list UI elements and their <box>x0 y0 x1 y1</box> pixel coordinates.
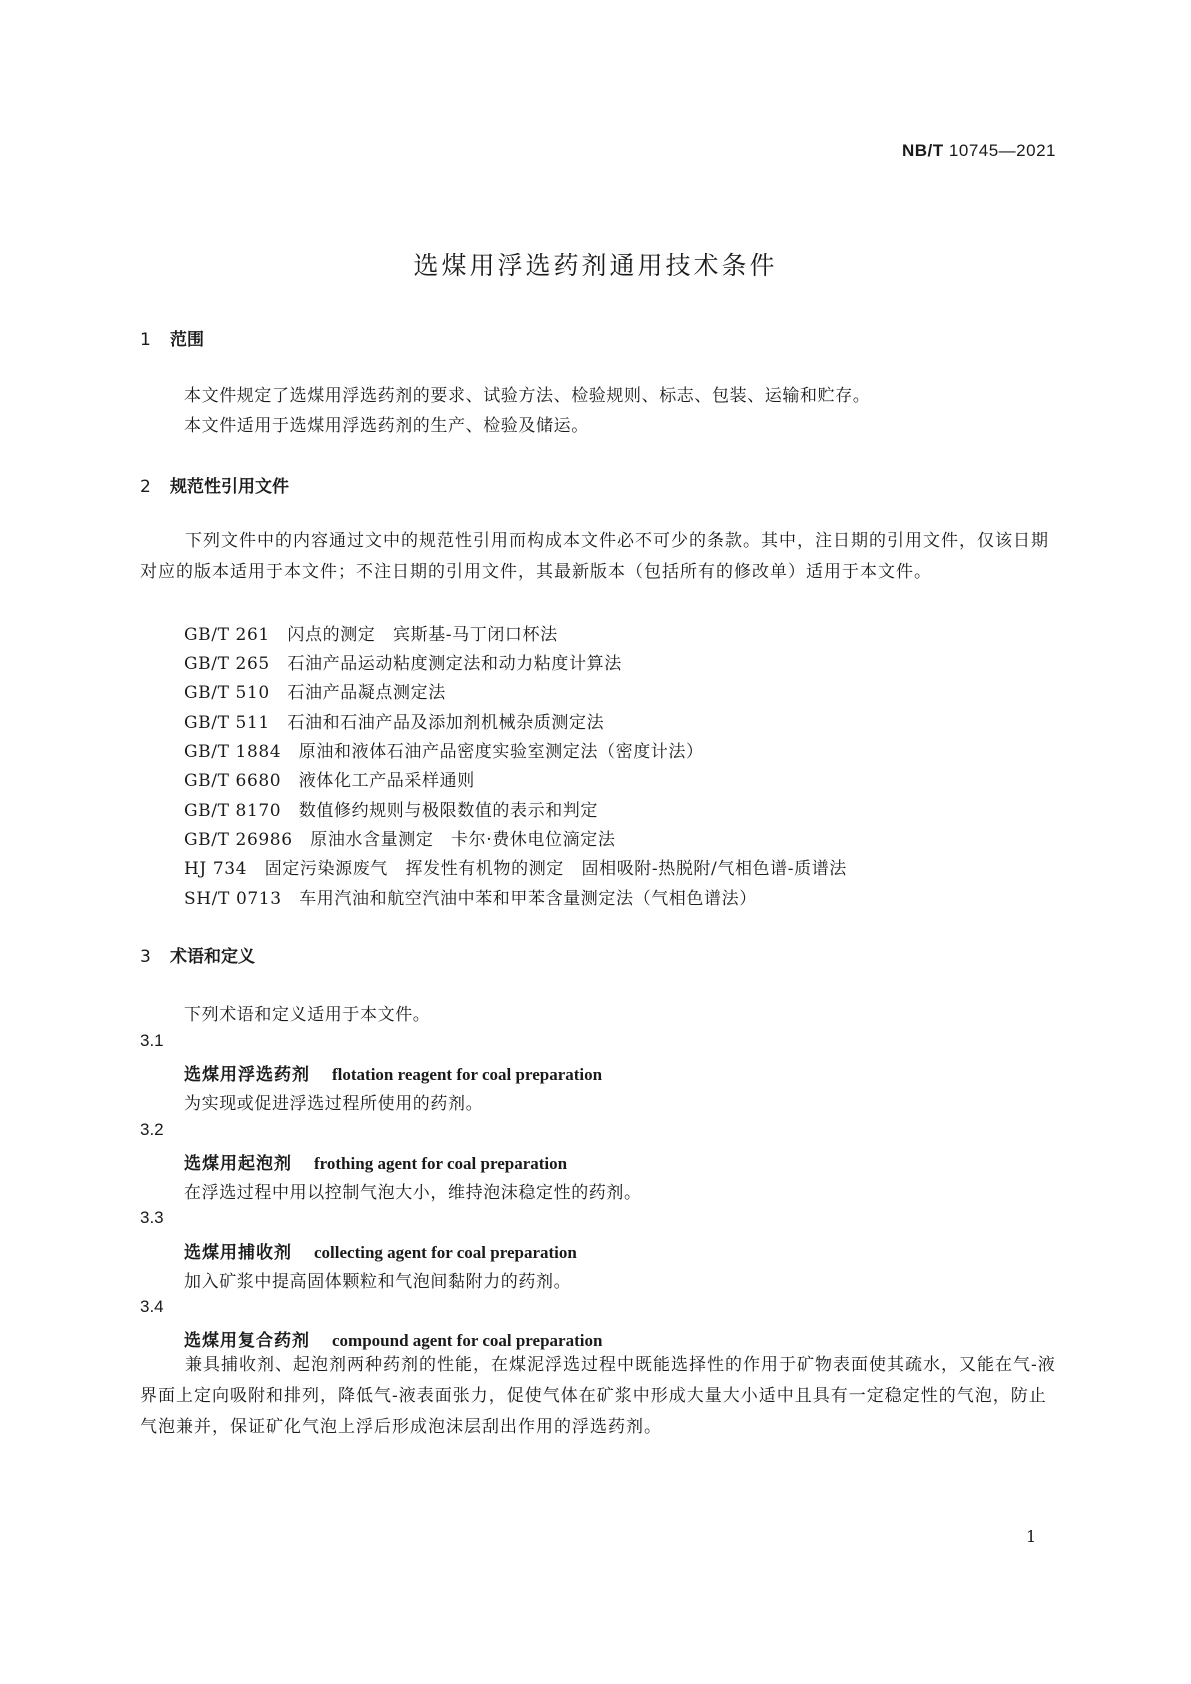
term-en: frothing agent for coal preparation <box>314 1154 568 1173</box>
term-definition: 兼具捕收剂、起泡剂两种药剂的性能，在煤泥浮选过程中既能选择性的作用于矿物表面使其疏水，又能在气-液界面上定向吸附和排列，降低气-液表面张力，促使气体在矿浆中形成大量大小适中且具有一定稳定性的气泡，防止气泡兼并，保证矿化气泡上浮后形成泡沫层刮出作用的浮选药剂。 <box>140 1355 1056 1437</box>
term-number: 3.1 <box>140 1031 164 1050</box>
paragraph: 本文件规定了选煤用浮选药剂的要求、试验方法、检验规则、标志、包装、运输和贮存。 <box>184 386 871 406</box>
document-title: 选煤用浮选药剂通用技术条件 <box>413 251 778 280</box>
standard-code-prefix: NB/T <box>902 141 944 160</box>
section-number: 2 <box>140 477 151 497</box>
standard-code <box>902 141 1056 161</box>
term-title <box>184 1326 602 1351</box>
term-zh: 选煤用复合药剂 <box>184 1331 310 1351</box>
term-number: 3.4 <box>140 1297 164 1316</box>
term-number: 3.3 <box>140 1208 164 1227</box>
term-definition: 为实现或促进浮选过程所使用的药剂。 <box>184 1094 484 1114</box>
section-number: 3 <box>140 947 151 967</box>
page-number: 1 <box>1026 1527 1037 1546</box>
reference-item: GB/T 26986 原油水含量测定 卡尔·费休电位滴定法 <box>184 830 616 850</box>
reference-item: SH/T 0713 车用汽油和航空汽油中苯和甲苯含量测定法（气相色谱法） <box>184 889 757 909</box>
section-3-heading <box>140 942 255 967</box>
reference-item: GB/T 261 闪点的测定 宾斯基-马丁闭口杯法 <box>184 625 558 645</box>
reference-item: GB/T 1884 原油和液体石油产品密度实验室测定法（密度计法） <box>184 742 704 762</box>
term-title <box>184 1149 567 1174</box>
reference-item: GB/T 8170 数值修约规则与极限数值的表示和判定 <box>184 801 599 821</box>
reference-item: GB/T 265 石油产品运动粘度测定法和动力粘度计算法 <box>184 654 622 674</box>
section-1-heading <box>140 325 204 350</box>
term-number: 3.2 <box>140 1120 164 1139</box>
term-title <box>184 1060 602 1085</box>
section-title: 范围 <box>170 330 204 350</box>
section-title: 规范性引用文件 <box>170 477 289 497</box>
term-definition-paragraph <box>140 1350 1058 1443</box>
section-2-heading <box>140 472 289 497</box>
term-zh: 选煤用起泡剂 <box>184 1154 292 1174</box>
paragraph: 本文件适用于选煤用浮选药剂的生产、检验及储运。 <box>184 416 589 436</box>
intro-text: 下列文件中的内容通过文中的规范性引用而构成本文件必不可少的条款。其中，注日期的引用文件，仅该日期对应的版本适用于本文件；不注日期的引用文件，其最新版本（包括所有的修改单）适用于本文件。 <box>140 531 1049 582</box>
paragraph: 下列术语和定义适用于本文件。 <box>184 1005 431 1025</box>
term-zh: 选煤用捕收剂 <box>184 1243 292 1263</box>
term-zh: 选煤用浮选药剂 <box>184 1065 310 1085</box>
term-en: compound agent for coal preparation <box>332 1331 603 1350</box>
term-definition: 加入矿浆中提高固体颗粒和气泡间黏附力的药剂。 <box>184 1272 572 1292</box>
reference-item: GB/T 510 石油产品凝点测定法 <box>184 683 446 703</box>
term-en: flotation reagent for coal preparation <box>332 1065 603 1084</box>
reference-item: HJ 734 固定污染源废气 挥发性有机物的测定 固相吸附-热脱附/气相色谱-质谱法 <box>184 859 847 879</box>
section-title: 术语和定义 <box>170 947 255 967</box>
standard-code-number: 10745—2021 <box>948 141 1056 160</box>
reference-item: GB/T 6680 液体化工产品采样通则 <box>184 771 475 791</box>
intro-paragraph <box>140 526 1058 588</box>
term-definition: 在浮选过程中用以控制气泡大小，维持泡沫稳定性的药剂。 <box>184 1183 642 1203</box>
term-title <box>184 1238 577 1263</box>
reference-item: GB/T 511 石油和石油产品及添加剂机械杂质测定法 <box>184 713 605 733</box>
section-number: 1 <box>140 330 151 350</box>
term-en: collecting agent for coal preparation <box>314 1243 577 1262</box>
